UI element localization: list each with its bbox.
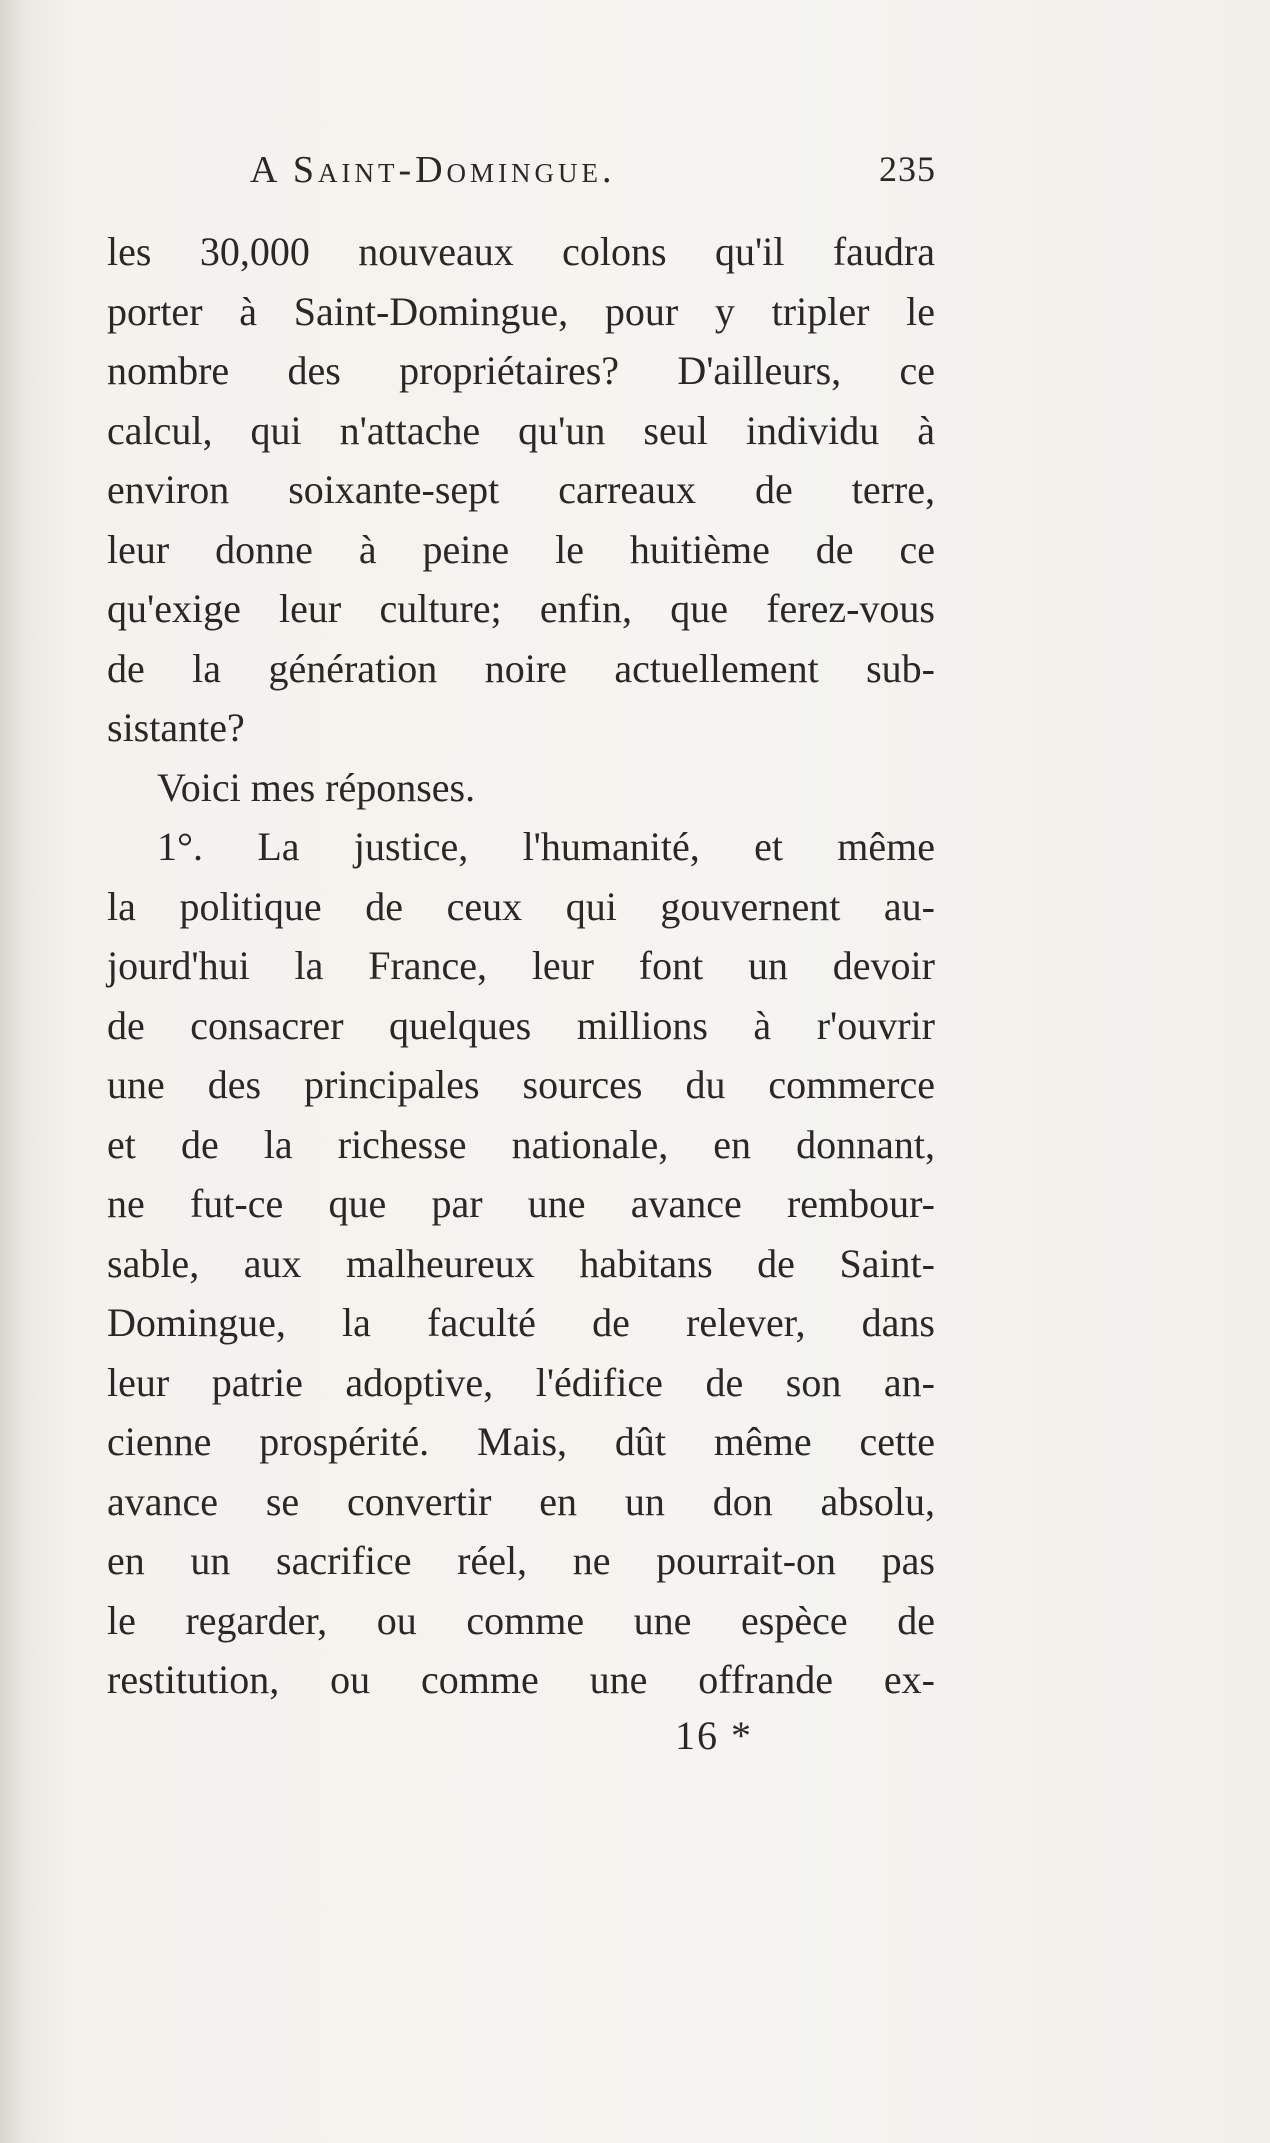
text-line: de la génération noire actuellement sub- <box>107 645 935 691</box>
text-line: ne fut-ce que par une avance rembour- <box>107 1181 935 1226</box>
text-line: sable, aux malheureux habitans de Saint- <box>107 1240 935 1286</box>
text-line: calcul, qui n'attache qu'un seul individu à <box>107 407 935 453</box>
page-number: 235 <box>879 149 936 189</box>
text-line: Domingue, la faculté de relever, dans <box>107 1300 935 1345</box>
text-line: la politique de ceux qui gouvernent au- <box>107 883 935 929</box>
text-line: leur patrie adoptive, l'édifice de son an- <box>107 1359 935 1405</box>
text-line: en un sacrifice réel, ne pourrait-on pas <box>107 1538 935 1583</box>
text-line: jourd'hui la France, leur font un devoir <box>107 943 935 988</box>
text-line: Voici mes réponses. <box>157 764 476 810</box>
text-line: porter à Saint-Domingue, pour y tripler le <box>107 288 935 334</box>
text-line: avance se convertir en un don absolu, <box>107 1478 935 1524</box>
text-line: leur donne à peine le huitième de ce <box>107 526 935 572</box>
page-body-text <box>107 222 935 1710</box>
text-line: le regarder, ou comme une espèce de <box>107 1597 935 1643</box>
text-line: sistante? <box>107 705 245 750</box>
text-line: cienne prospérité. Mais, dût même cette <box>107 1419 935 1464</box>
text-line: nombre des propriétaires? D'ailleurs, ce <box>107 348 935 393</box>
text-line: les 30,000 nouveaux colons qu'il faudra <box>107 229 935 274</box>
running-header <box>250 148 936 198</box>
text-line: et de la richesse nationale, en donnant, <box>107 1121 935 1167</box>
text-line: restitution, ou comme une offrande ex- <box>107 1657 935 1702</box>
signature-mark: 16 * <box>675 1713 753 1758</box>
text-line: qu'exige leur culture; enfin, que ferez-vous <box>107 586 935 631</box>
running-title: A Saint-Domingue. <box>250 149 616 191</box>
text-line: une des principales sources du commerce <box>107 1062 935 1107</box>
text-line: de consacrer quelques millions à r'ouvrir <box>107 1002 935 1048</box>
text-line: 1°. La justice, l'humanité, et même <box>157 824 935 869</box>
text-line: environ soixante-sept carreaux de terre, <box>107 467 935 512</box>
